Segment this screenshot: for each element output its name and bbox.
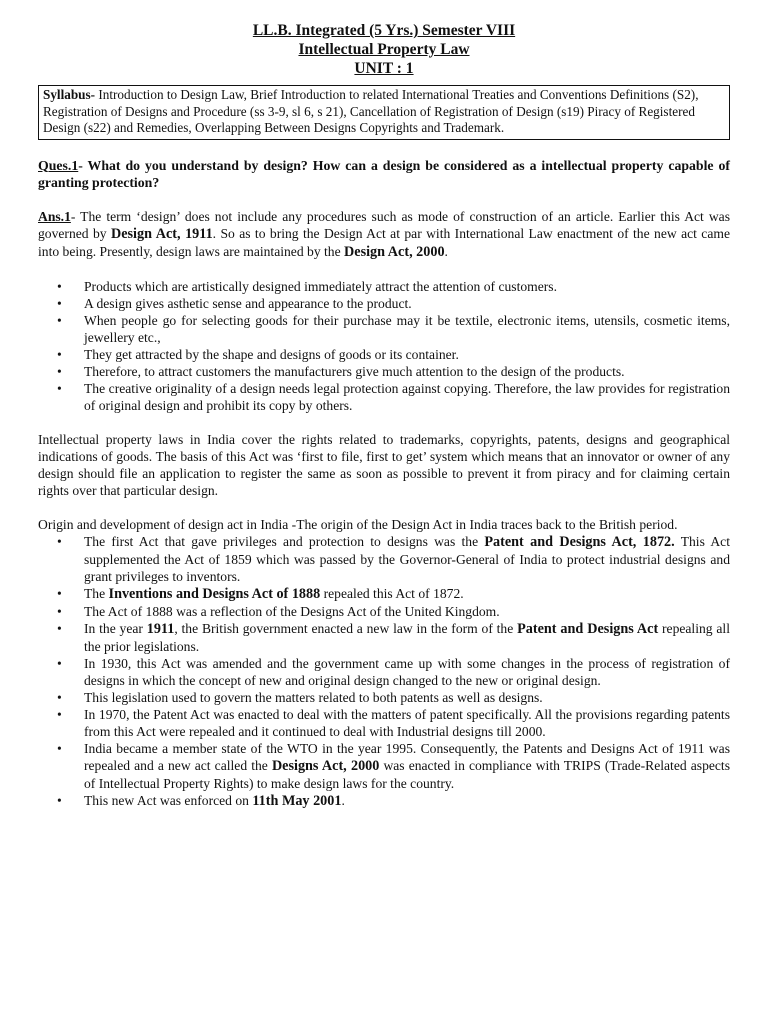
syllabus-label: Syllabus- [43,87,96,102]
list-item [57,706,730,740]
bold-term: Inventions and Designs Act of 1888 [108,585,321,602]
bullet-icon: • [57,380,62,396]
bullet-icon: • [57,585,62,601]
answer-1 [38,208,730,261]
bullet-icon: • [57,603,62,619]
bold-term: 11th May 2001 [252,792,342,809]
list-item-text: A design gives asthetic sense and appearance to the product. [84,295,412,311]
list-item-text: Products which are artistically designed immediately attract the attention of customers. [84,278,557,294]
list-item-text: In 1970, the Patent Act was enacted to deal with the matters of patent specifically. All the provisions regarding patents from this Act were repealed and it continued to deal with Industrial designs till 2000. [84,706,730,739]
list-item-text: In 1930, this Act was amended and the government came up with some changes in the process of registration of designs in which the concept of new and original design changed to the new or original design. [84,655,730,688]
bold-term: 1911 [146,620,175,637]
bullet-icon: • [57,278,62,294]
list-item-text: In the year [84,620,147,636]
answer-text: - The term ‘design’ does not include any procedures such as mode of construction of an article. Earlier this Act was governed by [38,208,730,241]
question-label: Ques.1 [38,157,79,173]
list-item-text: The Act of 1888 was a reflection of the Designs Act of the United Kingdom. [84,603,500,619]
bullet-icon: • [57,655,62,671]
list-item-text: repealed this Act of 1872. [320,585,464,601]
list-item [57,585,730,603]
answer-text: . [444,243,448,259]
list-item-text: . [341,792,345,808]
answer-bold-term: Design Act, 2000 [344,243,445,260]
list-item [57,655,730,689]
list-item [57,346,730,363]
list-item [57,533,730,585]
list-item [57,380,730,414]
list-item-text: repealing all the prior legislations. [84,620,730,654]
list-item-text: The first Act that gave privileges and protection to designs was the [84,533,485,549]
list-item [57,603,730,620]
list-item [57,363,730,380]
list-item-text: , the British government enacted a new law in the form of the [174,620,518,636]
list-item-text: Therefore, to attract customers the manufacturers give much attention to the design of the products. [84,363,625,379]
list-item [57,278,730,295]
list-item [57,792,730,810]
list-item-text: This Act supplemented the Act of 1859 which was passed by the Governor-General of India to protect industrial designs and grant privileges to inventors. [84,533,730,584]
question-text: - What do you understand by design? How can a design be considered as a intellectual property capable of granting protection? [38,157,730,190]
list-item [57,620,730,655]
list-item-text: The [84,585,109,601]
list-item-text: They get attracted by the shape and designs of goods or its container. [84,346,459,362]
bullet-icon: • [57,740,62,756]
bullet-icon: • [57,363,62,379]
bullet-icon: • [57,706,62,722]
history-list [38,533,730,810]
unit-title: UNIT : 1 [354,60,414,77]
list-item-text: This legislation used to govern the matters related to both patents as well as designs. [84,689,543,705]
syllabus-box [38,85,730,140]
list-item [57,312,730,346]
ip-laws-paragraph: Intellectual property laws in India cover the rights related to trademarks, copyrights, patents, designs and geographical indications of goods. The basis of this Act was ‘first to file, first to get’ system which means that an innovator or owner of any design should file an application to register the same as soon as possible to prevent it from piracy and for claiming certain rights over that particular design. [38,431,730,498]
bold-term: Patent and Designs Act, 1872. [484,533,675,550]
list-item [57,740,731,792]
bullet-icon: • [57,533,62,549]
list-item [57,295,730,312]
syllabus-text: Introduction to Design Law, Brief Introduction to related International Treaties and Conventions Definitions (S2), Registration of Designs and Procedure (ss 3-9, sl 6, s 21), Cancellation of Registration of Design (s19) Piracy of Registered Design (s22) and Remedies, Overlapping Between Designs Copyrights and Trademark. [43,87,699,135]
list-item-text: When people go for selecting goods for their purchase may it be textile, electronic items, utensils, cosmetic items, jewellery etc., [84,312,730,345]
list-item [57,689,730,706]
bullet-icon: • [57,312,62,328]
origin-paragraph: Origin and development of design act in India -The origin of the Design Act in India traces back to the British period. [38,516,678,532]
list-item-text: The creative originality of a design needs legal protection against copying. Therefore, the law provides for registration of original design and prohibit its copy by others. [84,380,730,413]
list-item-text: This new Act was enforced on [84,792,253,808]
bold-term: Patent and Designs Act [517,620,659,637]
document-header [38,0,730,78]
subject-title: Intellectual Property Law [298,41,470,58]
bullet-icon: • [57,620,62,636]
design-benefits-list [38,278,730,414]
answer-label: Ans.1 [38,208,71,224]
answer-bold-term: Design Act, 1911 [110,225,213,242]
answer-text: . So as to bring the Design Act at par with International Law enactment of the new act came into being. Presently, design laws are maintained by the [38,225,730,259]
bullet-icon: • [57,346,62,362]
bullet-icon: • [57,792,62,808]
bullet-icon: • [57,689,62,705]
list-item-text: was enacted in compliance with TRIPS (Trade-Related aspects of Intellectual Property Rights) to make design laws for the country. [84,757,731,791]
bold-term: Designs Act, 2000 [271,757,380,774]
question-1 [38,157,730,191]
bullet-icon: • [57,295,62,311]
course-title: LL.B. Integrated (5 Yrs.) Semester VIII [252,22,516,39]
list-item-text: India became a member state of the WTO in the year 1995. Consequently, the Patents and Designs Act of 1911 was repealed and a new act called the [84,740,730,773]
